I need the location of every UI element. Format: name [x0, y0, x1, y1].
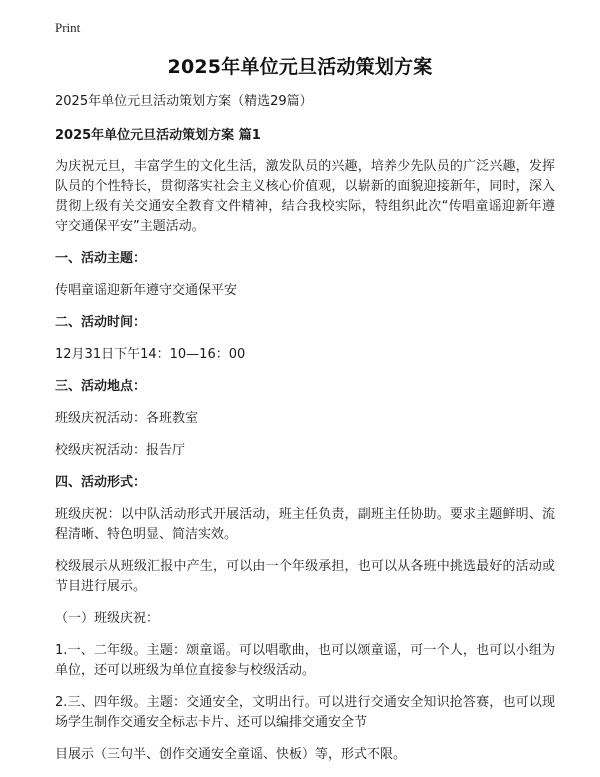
grade-3-4-continued-text: 目展示（三句半、创作交通安全童谣、快板）等，形式不限。 — [55, 747, 407, 762]
article-section-title: 2025年单位元旦活动策划方案 篇1 — [55, 128, 261, 143]
page-title: 2025年单位元旦活动策划方案 — [167, 56, 433, 78]
intro-paragraph: 为庆祝元旦，丰富学生的文化生活，激发队员的兴趣，培养少先队员的广泛兴趣，发挥队员的个性特长，贯彻落实社会主义核心价值观，以崭新的面貌迎接新年，同时，深入贯彻上级有关交通安全教育文件精神，结合我校实际，特组织此次“传唱童谣迎新年遵守交通保平安”主题活动。 — [55, 159, 555, 234]
time-text: 12月31日下午14：10—16：00 — [55, 347, 246, 362]
section-heading-location: 三、活动地点： — [55, 379, 147, 394]
grade-1-2-text: 1.一、二年级。主题：颂童谣。可以唱歌曲，也可以颂童谣，可一个人，也可以小组为单位，还可以班级为单位直接参与校级活动。 — [55, 643, 555, 678]
print-link[interactable]: Print — [55, 20, 81, 35]
format-school-text: 校级展示从班级汇报中产生，可以由一个年级承担，也可以从各班中挑选最好的活动或节目进行展示。 — [55, 559, 555, 594]
section-heading-format: 四、活动形式： — [55, 475, 147, 490]
location-school-text: 校级庆祝活动：报告厅 — [55, 443, 186, 458]
article-subtitle: 2025年单位元旦活动策划方案（精选29篇） — [55, 94, 313, 109]
article-body — [55, 92, 555, 777]
grade-3-4-text: 2.三、四年级。主题：交通安全，文明出行。可以进行交通安全知识抢答赛，也可以现场学生制作交通安全标志卡片、还可以编排交通安全节 — [55, 695, 555, 730]
theme-text: 传唱童谣迎新年遵守交通保平安 — [55, 283, 238, 298]
section-heading-time: 二、活动时间： — [55, 315, 147, 330]
subsection-class-celebration: （一）班级庆祝： — [55, 611, 160, 626]
location-class-text: 班级庆祝活动：各班教室 — [55, 411, 199, 426]
format-class-text: 班级庆祝：以中队活动形式开展活动，班主任负责，副班主任协助。要求主题鲜明、流程清晰、特色明显、简洁实效。 — [55, 507, 555, 542]
section-heading-theme: 一、活动主题： — [55, 251, 147, 266]
